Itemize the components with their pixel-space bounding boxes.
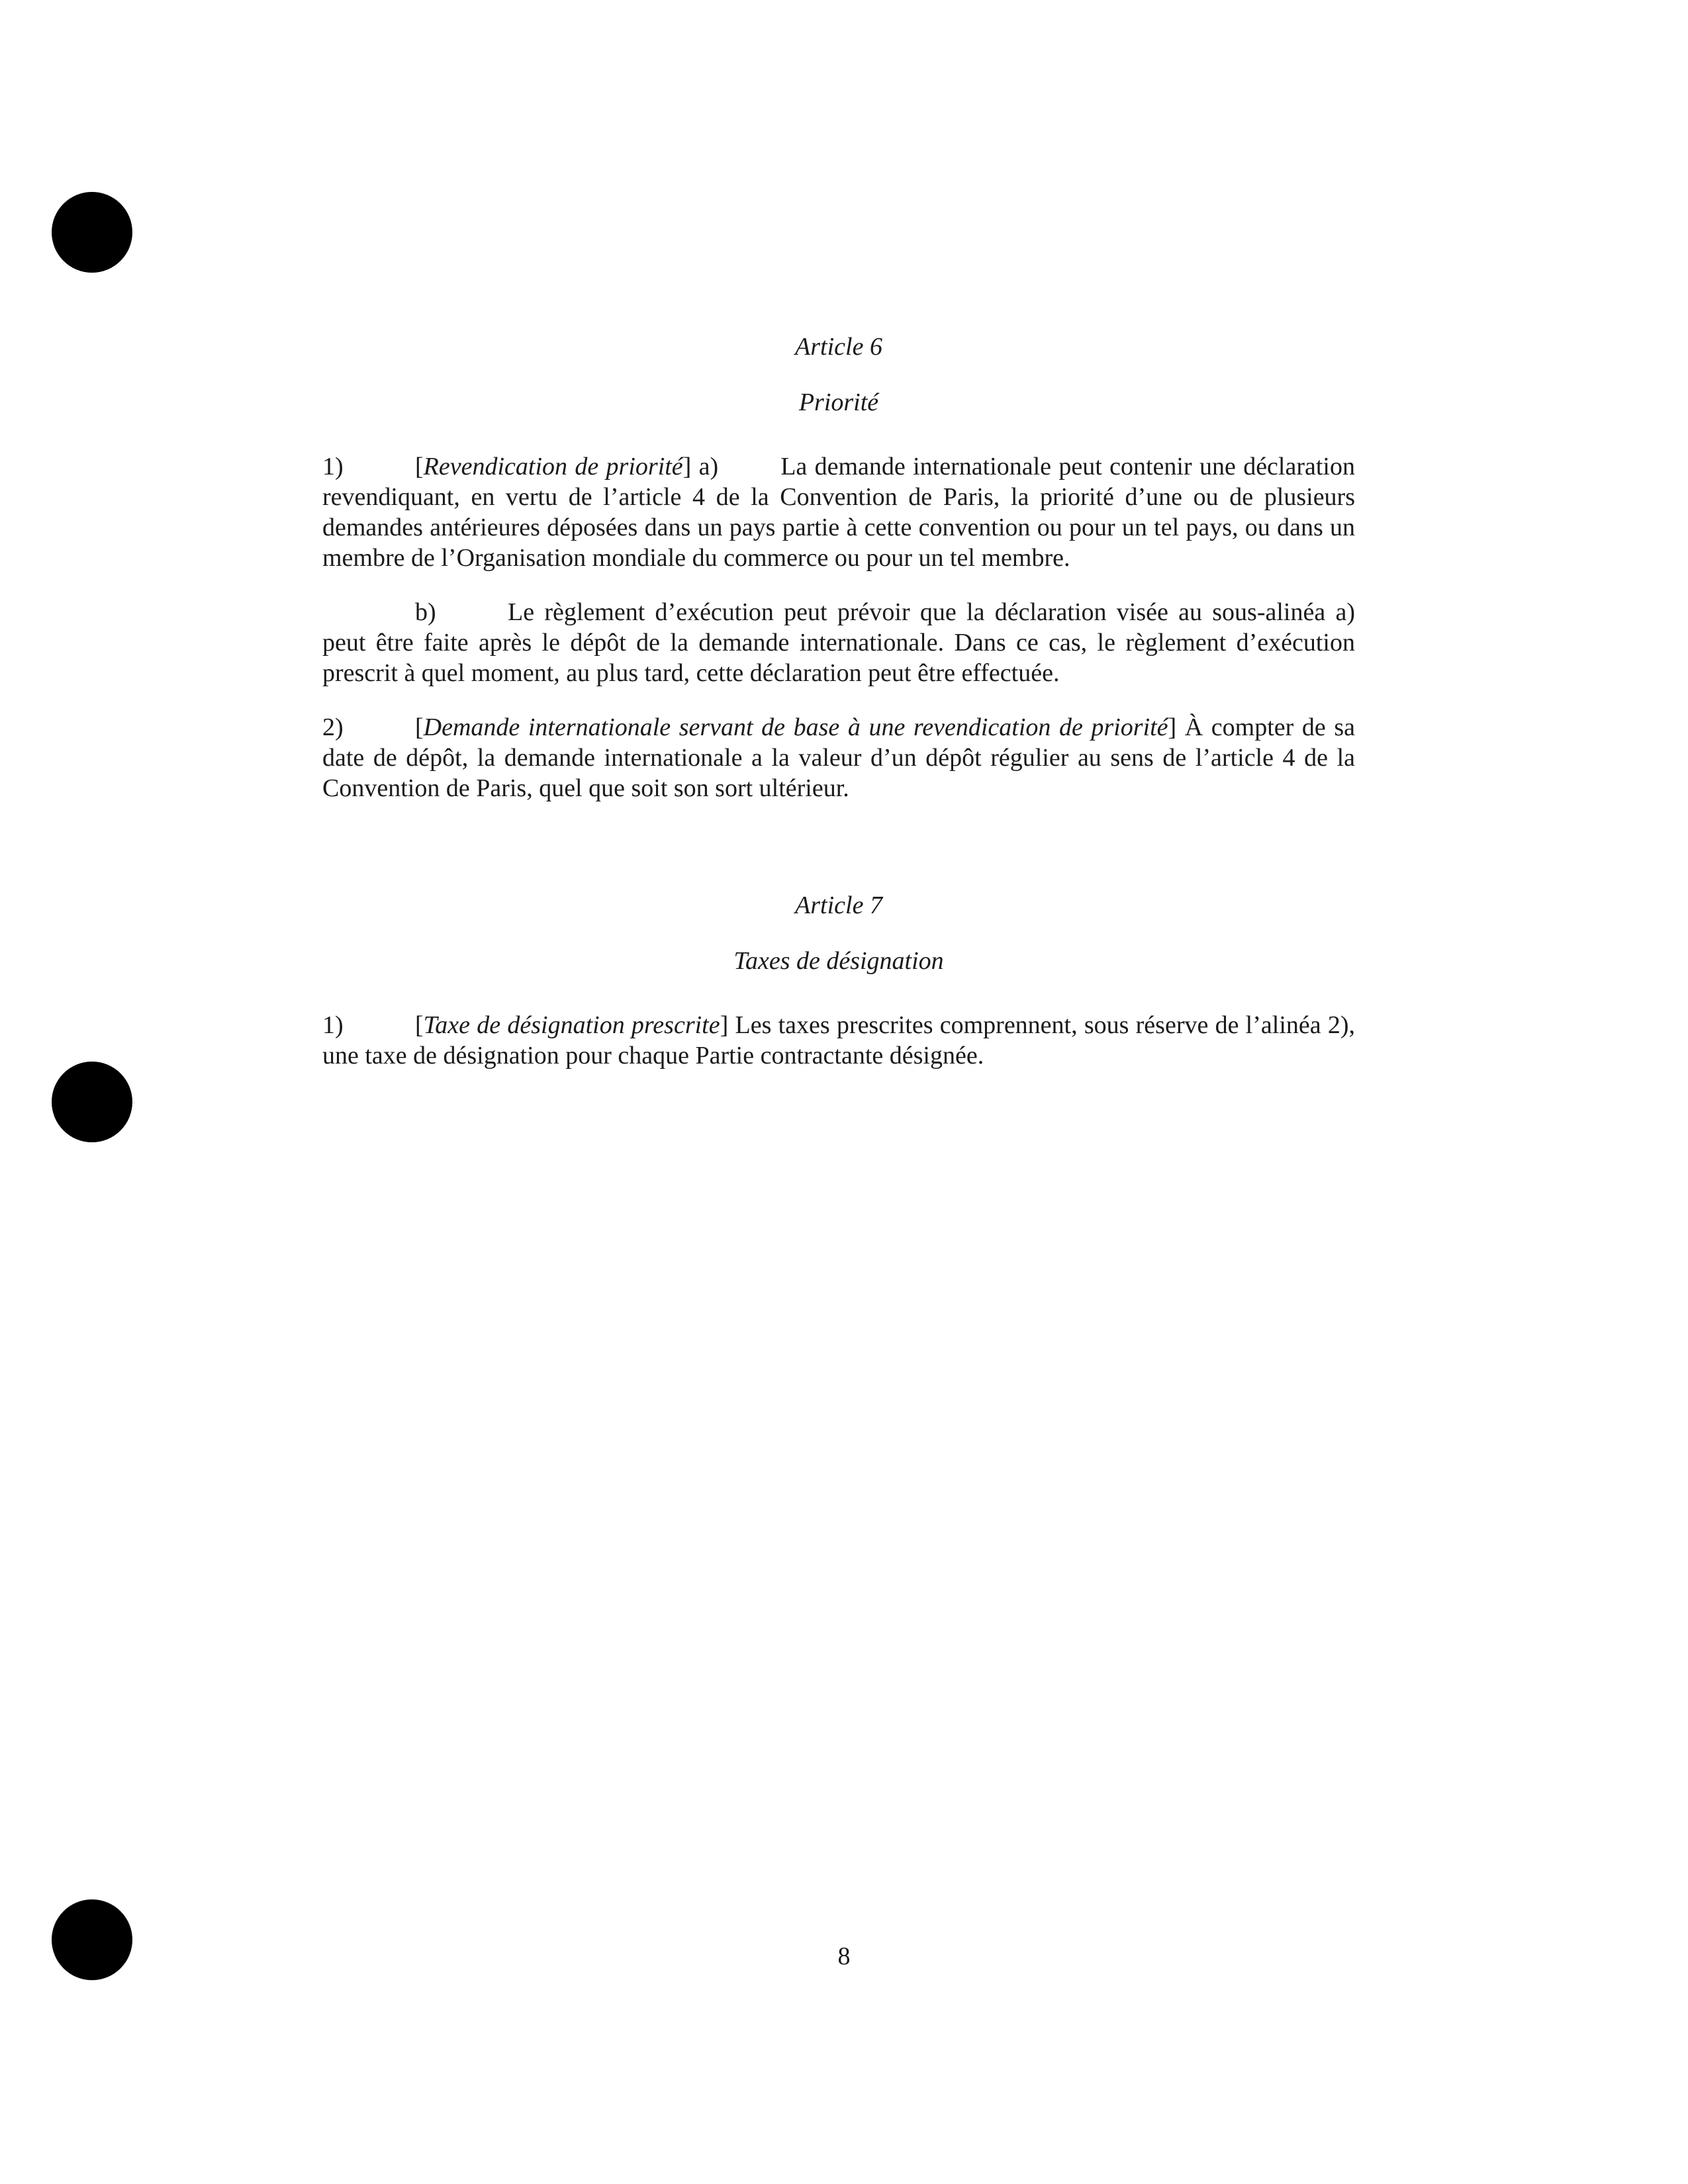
page-number: 8 <box>837 1942 851 1970</box>
article-6-paragraph-1b <box>322 597 1355 688</box>
article-7-title: Taxes de désignation <box>733 947 944 975</box>
paragraph-number: 1) <box>322 1011 344 1039</box>
punch-hole-top <box>52 192 132 273</box>
article-6-paragraph-1a: 1) [Revendication de priorité] a) La demande internationale peut contenir une déclaration revendiquant, en vertu de l’article 4 de la Convention de Paris, la priorité d’une ou de plusieurs demandes antérieures déposées dans un pays partie à cette convention ou pour un tel pays, ou dans un membre de l’Organisation mondiale du commerce ou pour un tel membre. <box>322 453 1355 572</box>
article-7-paragraph-1: 1) [Taxe de désignation prescrite] Les taxes prescrites comprennent, sous réserve de l’alinéa 2), une taxe de désignation pour chaque Partie contractante désignée. <box>322 1011 1355 1069</box>
article-6-title: Priorité <box>798 388 879 416</box>
article-7-number: Article 7 <box>795 891 882 919</box>
paragraph-text: Le règlement d’exécution peut prévoir que la déclaration visée au sous-alinéa a) peut être faite après le dépôt de la demande internationale. Dans ce cas, le règlement d’exécution prescrit à quel moment, au plus tard, cette déclaration peut être effectuée. <box>322 598 1355 687</box>
article-6-number: Article 6 <box>795 333 882 361</box>
paragraph-rubric: Revendication de priorité <box>423 453 683 480</box>
paragraph-text: La demande internationale peut contenir une déclaration revendiquant, en vertu de l’article 4 de la Convention de Paris, la priorité d’une ou de plusieurs demandes antérieures déposées dans un pays partie à cette convention ou pour un tel pays, ou dans un membre de l’Organisation mondiale du commerce ou pour un tel membre. <box>322 453 1355 572</box>
paragraph-text: Les taxes prescrites comprennent, sous réserve de l’alinéa 2), une taxe de désignation pour chaque Partie contractante désignée. <box>322 1011 1355 1069</box>
paragraph-number: 2) <box>322 713 344 741</box>
paragraph-rubric: Demande internationale servant de base à une revendication de priorité <box>423 713 1168 741</box>
paragraph-number: 1) <box>322 453 344 480</box>
document-body <box>322 331 1355 1071</box>
article-6-paragraph-2: 2) [Demande internationale servant de base à une revendication de priorité] À compter de sa date de dépôt, la demande internationale a la valeur d’un dépôt régulier au sens de l’article 4 de la Convention de Paris, quel que soit son sort ultérieur. <box>322 713 1355 802</box>
subparagraph-label: a) <box>698 453 719 480</box>
paragraph-text: À compter de sa date de dépôt, la demande internationale a la valeur d’un dépôt régulier au sens de l’article 4 de la Convention de Paris, quel que soit son sort ultérieur. <box>322 713 1355 802</box>
punch-hole-middle <box>52 1062 132 1142</box>
paragraph-rubric: Taxe de désignation prescrite <box>423 1011 720 1039</box>
subparagraph-label: b) <box>415 598 436 626</box>
